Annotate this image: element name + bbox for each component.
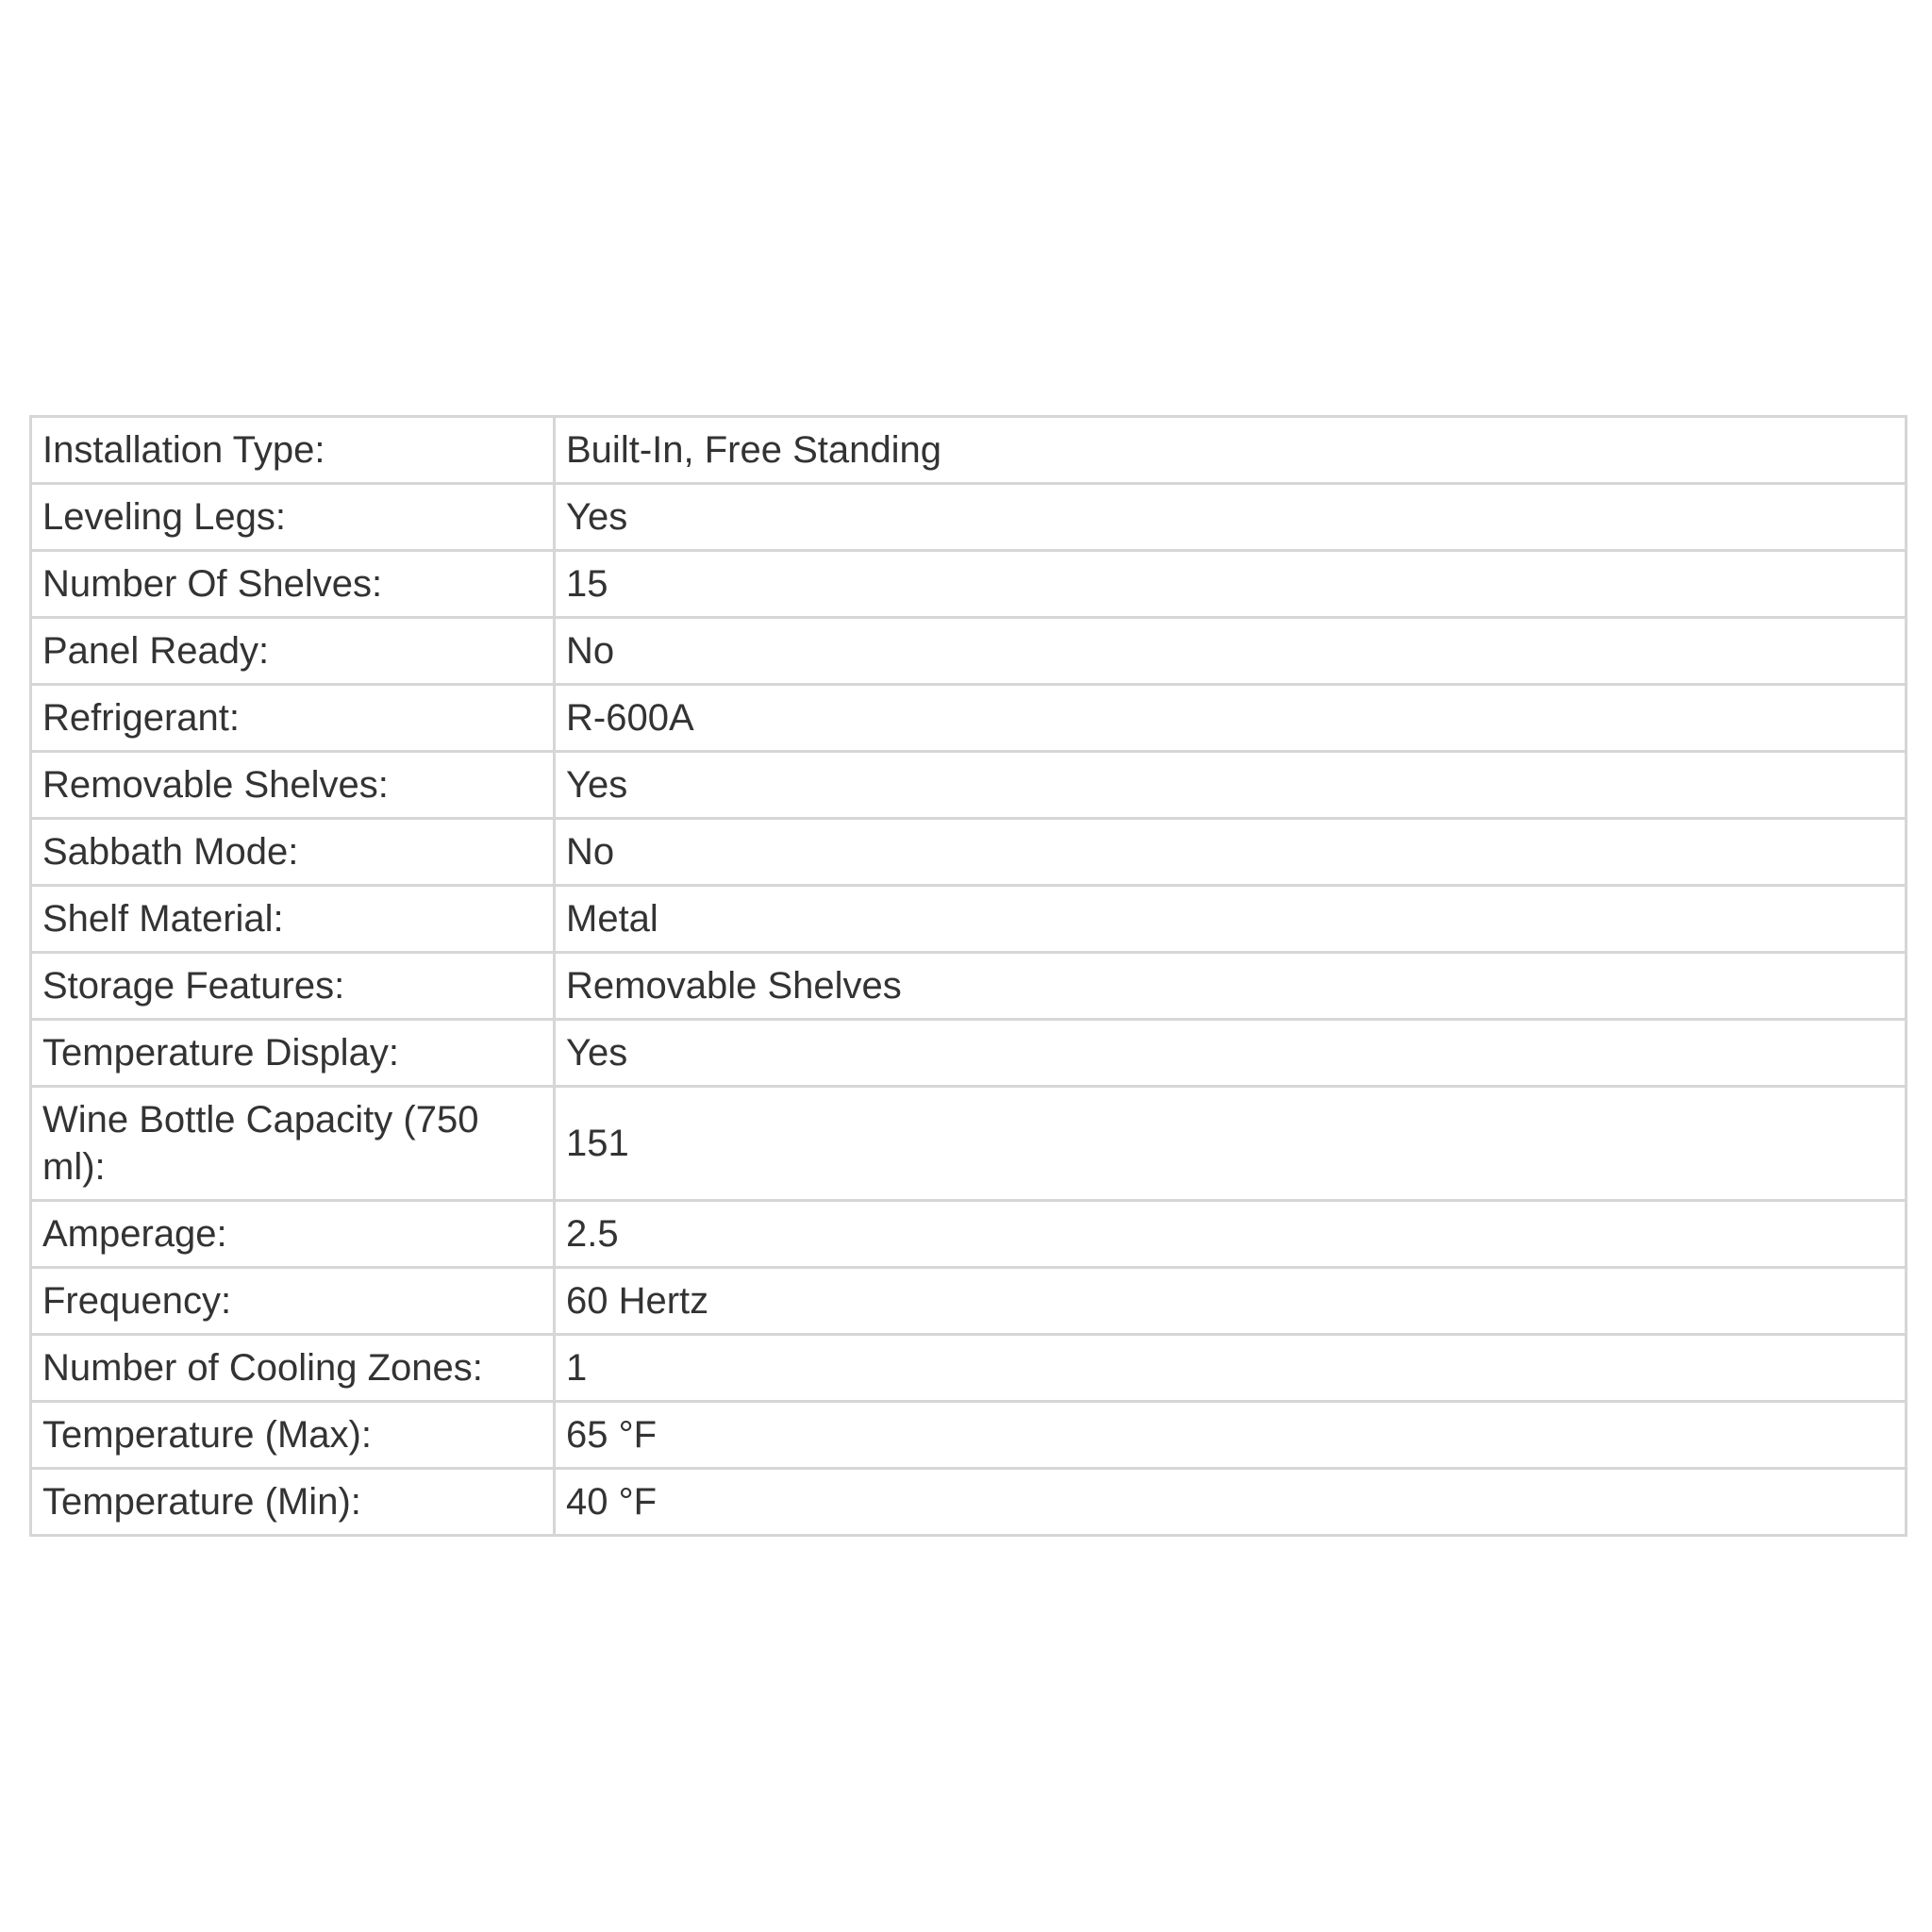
table-row — [31, 1087, 1907, 1201]
table-row — [31, 1335, 1907, 1402]
table-row — [31, 1201, 1907, 1268]
spec-label: Amperage: — [31, 1201, 555, 1268]
spec-table — [29, 415, 1907, 1537]
spec-label: Panel Ready: — [31, 618, 555, 685]
spec-value: Removable Shelves — [555, 953, 1907, 1020]
spec-value: Metal — [555, 886, 1907, 953]
table-row — [31, 484, 1907, 551]
spec-value: No — [555, 618, 1907, 685]
table-row — [31, 417, 1907, 484]
spec-label: Shelf Material: — [31, 886, 555, 953]
spec-label: Wine Bottle Capacity (750 ml): — [31, 1087, 555, 1201]
spec-value: 151 — [555, 1087, 1907, 1201]
spec-value: 2.5 — [555, 1201, 1907, 1268]
spec-value: Built-In, Free Standing — [555, 417, 1907, 484]
spec-label: Installation Type: — [31, 417, 555, 484]
table-row — [31, 886, 1907, 953]
spec-label: Number of Cooling Zones: — [31, 1335, 555, 1402]
spec-label: Number Of Shelves: — [31, 551, 555, 618]
spec-value: 15 — [555, 551, 1907, 618]
spec-value: Yes — [555, 1020, 1907, 1087]
spec-value: Yes — [555, 484, 1907, 551]
table-row — [31, 953, 1907, 1020]
spec-value: 65 °F — [555, 1402, 1907, 1469]
table-row — [31, 1268, 1907, 1335]
table-row — [31, 685, 1907, 752]
spec-label: Removable Shelves: — [31, 752, 555, 819]
table-row — [31, 551, 1907, 618]
table-row — [31, 819, 1907, 886]
spec-value: R-600A — [555, 685, 1907, 752]
spec-label: Temperature (Max): — [31, 1402, 555, 1469]
spec-label: Frequency: — [31, 1268, 555, 1335]
spec-value: 60 Hertz — [555, 1268, 1907, 1335]
table-row — [31, 1402, 1907, 1469]
spec-label: Leveling Legs: — [31, 484, 555, 551]
table-row — [31, 752, 1907, 819]
table-row — [31, 1020, 1907, 1087]
spec-label: Sabbath Mode: — [31, 819, 555, 886]
spec-value: Yes — [555, 752, 1907, 819]
table-row — [31, 618, 1907, 685]
spec-label: Refrigerant: — [31, 685, 555, 752]
table-row — [31, 1469, 1907, 1536]
spec-label: Temperature (Min): — [31, 1469, 555, 1536]
spec-value: 1 — [555, 1335, 1907, 1402]
spec-value: 40 °F — [555, 1469, 1907, 1536]
spec-value: No — [555, 819, 1907, 886]
spec-label: Storage Features: — [31, 953, 555, 1020]
spec-label: Temperature Display: — [31, 1020, 555, 1087]
